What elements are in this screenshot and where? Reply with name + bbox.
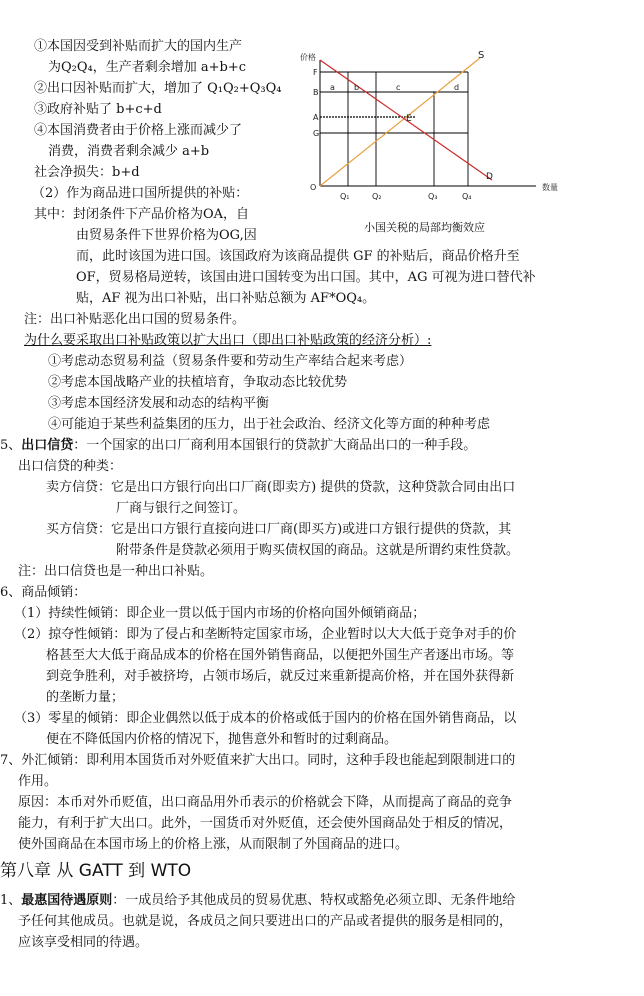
note-line: 注：出口补贴恶化出口国的贸易条件。 bbox=[24, 312, 246, 327]
text-line: 消费，消费者剩余减少 a+b bbox=[48, 144, 210, 159]
text-line: 便在不降低国内价格的情况下，抛售意外和暂时的过剩商品。 bbox=[46, 732, 398, 747]
text-line: 予任何其他成员。也就是说，各成员之间只要进出口的产品或者提供的服务是相同的， bbox=[18, 914, 513, 929]
y-axis-label: 价格 bbox=[300, 53, 316, 62]
text-line: （1）持续性倾销：即企业一贯以低于国内市场的价格向国外倾销商品； bbox=[14, 606, 426, 621]
q3-label: Q₃ bbox=[428, 192, 438, 201]
area-label-d: d bbox=[454, 83, 460, 92]
text-line: 社会净损失：b+d bbox=[34, 165, 140, 180]
text-line: 应该享受相同的待遇。 bbox=[18, 935, 149, 950]
note-line: 注：出口信贷也是一种出口补贴。 bbox=[18, 564, 214, 579]
definition: ：一成员给予其他成员的贸易优惠、特权或豁免必须立即、无条件地给 bbox=[112, 893, 516, 908]
text-line: 使外国商品在本国市场上的价格上涨，从而限制了外国商品的进口。 bbox=[18, 837, 409, 852]
price-label-b: B bbox=[313, 88, 319, 97]
text-line: 作用。 bbox=[18, 774, 58, 789]
text-line: 附带条件是贷款必须用于购买债权国的商品。这就是所谓约束性贷款。 bbox=[116, 543, 520, 558]
list-item: ②考虑本国战略产业的扶植培育，争取动态比较优势 bbox=[48, 375, 348, 390]
area-label-a: a bbox=[330, 83, 335, 92]
text-line: 到竞争胜利，对手被挤垮，占领市场后，就反过来重新提高价格，并在国外获得新 bbox=[46, 669, 515, 684]
price-label-a: A bbox=[313, 113, 319, 122]
text-line: 6、商品倾销： bbox=[0, 585, 87, 600]
definition: ：一个国家的出口厂商利用本国银行的贷款扩大商品出口的一种手段。 bbox=[73, 438, 477, 453]
x-axis-label: 数量 bbox=[542, 183, 558, 192]
text-line: ③政府补贴了 b+c+d bbox=[34, 102, 162, 117]
area-label-c: c bbox=[396, 83, 401, 92]
text-line: 贴，AF 视为出口补贴，出口补贴总额为 AF*OQ₄。 bbox=[76, 291, 376, 306]
text-line: 而，此时该国为进口国。该国政府为该商品提供 GF 的补贴后，商品价格升至 bbox=[76, 249, 520, 264]
q1-label: Q₁ bbox=[340, 192, 350, 201]
text-line: ②出口因补贴而扩大，增加了 Q₁Q₂+Q₃Q₄ bbox=[34, 81, 282, 96]
term-mfn: 最惠国待遇原则 bbox=[21, 893, 113, 908]
diagram-caption: 小国关税的局部均衡效应 bbox=[364, 221, 485, 234]
chapter-title: 第八章 从 GATT 到 WTO bbox=[0, 861, 192, 881]
demand-label: D bbox=[486, 172, 493, 182]
text-line: （2）作为商品进口国所提供的补贴： bbox=[32, 186, 249, 201]
text-line: ①本国因受到补贴而扩大的国内生产 bbox=[34, 39, 243, 54]
text-line: 原因：本币对外币贬值，出口商品用外币表示的价格就会下降，从而提高了商品的竞争 bbox=[18, 795, 513, 810]
text-line: 能力，有利于扩大出口。此外，一国货币对外贬值，还会使外国商品处于相反的情况， bbox=[18, 816, 513, 831]
text-line: 由贸易条件下世界价格为OG,因 bbox=[76, 228, 257, 243]
text-line: 的垄断力量； bbox=[46, 690, 125, 705]
list-item: ③考虑本国经济发展和动态的结构平衡 bbox=[48, 396, 270, 411]
text-line: （2）掠夺性倾销：即为了侵占和垄断特定国家市场，企业暂时以大大低于竞争对手的价 bbox=[14, 627, 517, 642]
item-number: 5、 bbox=[0, 438, 22, 453]
equilibrium-label: E bbox=[406, 114, 412, 124]
text-line: OF，贸易格局逆转，该国由进口国转变为出口国。其中，AG 可视为进口替代补 bbox=[76, 270, 536, 285]
q4-label: Q₄ bbox=[462, 192, 472, 201]
origin-label: O bbox=[310, 183, 317, 192]
text-line: 7、外汇倾销：即利用本国货币对外贬值来扩大出口。同时，这种手段也能起到限制进口的 bbox=[0, 753, 516, 768]
partial-equilibrium-diagram bbox=[296, 46, 564, 236]
list-item: ①考虑动态贸易利益（贸易条件要和劳动生产率结合起来考虑） bbox=[48, 354, 413, 369]
area-label-b: b bbox=[354, 83, 360, 92]
item-number: 1、 bbox=[0, 893, 22, 908]
price-label-g: G bbox=[313, 129, 320, 138]
q2-label: Q₂ bbox=[372, 192, 382, 201]
text-line: 出口信贷的种类： bbox=[18, 459, 123, 474]
text-line: 厂商与银行之间签订。 bbox=[116, 501, 247, 516]
section-title-why: 为什么要采取出口补贴政策以扩大出口（即出口补贴政策的经济分析）: bbox=[24, 333, 432, 348]
supply-label: S bbox=[478, 50, 485, 61]
text-line: 其中：封闭条件下产品价格为OA，自 bbox=[34, 207, 250, 222]
text-line: （3）零星的倾销：即企业偶然以低于成本的价格或低于国内的价格在国外销售商品，以 bbox=[14, 711, 517, 726]
term-export-credit: 出口信贷 bbox=[21, 438, 74, 453]
mfn-line bbox=[0, 893, 515, 909]
text-line: 买方信贷：它是出口方银行直接向进口厂商(即买方)或进口方银行提供的贷款，其 bbox=[46, 522, 512, 537]
text-line: 卖方信贷：它是出口方银行向出口厂商(即卖方) 提供的贷款，这种贷款合同由出口 bbox=[46, 480, 516, 495]
text-line: 格甚至大大低于商品成本的价格在国外销售商品，以便把外国生产者逐出市场。等 bbox=[46, 648, 515, 663]
text-line: ④本国消费者由于价格上涨而减少了 bbox=[34, 123, 243, 138]
price-label-f: F bbox=[313, 68, 318, 77]
list-item: ④可能迫于某些利益集团的压力，出于社会政治、经济文化等方面的种种考虑 bbox=[48, 417, 491, 432]
export-credit-line bbox=[0, 438, 476, 454]
text-line: 为Q₂Q₄，生产者剩余增加 a+b+c bbox=[48, 60, 247, 75]
